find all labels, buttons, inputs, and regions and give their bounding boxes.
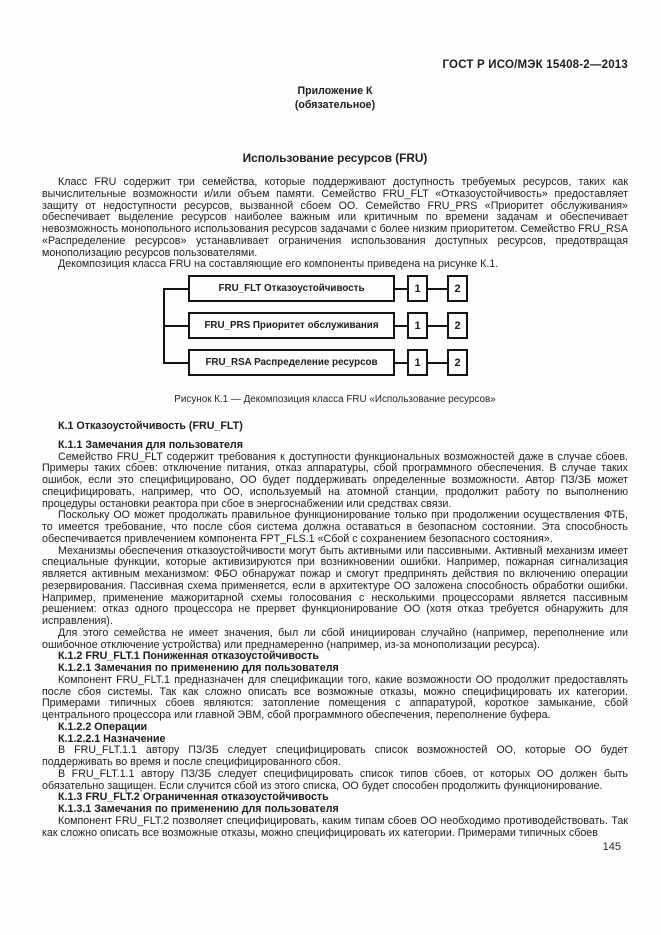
paragraph-k11-1: Семейство FRU_FLT содержит требования к доступности функциональных возможностей даже в случае сбоев. Примеры таких сбоев: отключение питания, отказ аппаратуры, сбой программного обеспечения. В случае таких ошибок, если это специфицировано, ОО будет поддерживать определенные возможности. Автор ПЗ/ЗБ может специфицировать, например, что ОО, используемый на атомной станции, продолжит работу по выполнению процедуры остановки реактора при сбое в энергоснабжении или средствах связи. (42, 450, 628, 510)
family-box-fru-rsa: FRU_RSA Распределение ресурсов (188, 349, 395, 376)
paragraph-k11-3: Механизмы обеспечения отказоустойчивости могут быть активными или пассивными. Активный механизм имеет специальные функции, которые активизируются при возникновении ошибки. Например, пожарная сигнализация является активным механизмом: ФБО обнаружат пожар и смогут предпринять действия по включению операции резервирования. Пассивная схема применяется, если в архитектуре ОО заложена способность обработки ошибки. Например, применение мажоритарной схемы голосования с несколькими процессорами является пассивным решением: отказ одного процессора не прервет функционирование ОО (хотя отказ требуется обнаружить для исправления). (42, 544, 628, 627)
heading-k121: К.1.2.1 Замечания по применению для пользователя (58, 662, 339, 674)
connector-line (395, 325, 407, 327)
paragraph-k11-2: Поскольку ОО может продолжать правильное функционирование только при продолжении осуществления ФТБ, то имеется требование, что после сбоя система должна оставаться в безопасном состоянии. Эта способность обеспечивается привлечением компонента FPT_FLS.1 «Сбой с сохранением безопасного состояния». (42, 509, 628, 545)
connector-line (428, 362, 447, 364)
heading-k12: К.1.2 FRU_FLT.1 Пониженная отказоустойчивость (58, 650, 319, 663)
connector-line (163, 325, 188, 327)
figure-caption: Рисунок К.1 — Декомпозиция класса FRU «Использование ресурсов» (174, 394, 496, 405)
connector-line (163, 362, 188, 364)
family-box-fru-prs: FRU_PRS Приоритет обслуживания (188, 312, 395, 339)
intro-paragraph-2: Декомпозиция класса FRU на составляющие его компоненты приведена на рисунке К.1. (58, 258, 499, 271)
intro-paragraph-1: Класс FRU содержит три семейства, которые поддерживают доступность требуемых ресурсов, таких как вычислительные возможности и/или объем памяти. Семейство FRU_FLT «Отказоустойчивость» предоставляет защиту от недоступности ресурсов, вызванной сбоем ОО. Семейство FRU_PRS «Приоритет обслуживания» обеспечивает выделение ресурсов наиболее важным или критичным по времени задачам и обеспечивает невозможность монопольного использования ресурсов задачами с более низким приоритетом. Семейство FRU_RSA «Распределение ресурсов» устанавливает ограничения использования доступных ресурсов, предотвращая монополизацию ресурсов пользователями. (42, 176, 628, 259)
component-level-box-1: 1 (407, 312, 428, 339)
paragraph-k1221-1: В FRU_FLT.1.1 автору ПЗ/ЗБ следует специфицировать список возможностей ОО, которые ОО будет поддерживать во время и после специфицированного сбоя. (42, 744, 628, 768)
family-box-fru-flt: FRU_FLT Отказоустойчивость (188, 275, 395, 302)
annex-kind: (обязательное) (294, 98, 376, 111)
connector-line (395, 288, 407, 290)
component-level-box-1: 1 (407, 275, 428, 302)
page-number: 145 (602, 841, 621, 853)
paragraph-k121-1: Компонент FRU_FLT.1 предназначен для спецификации того, какие возможности ОО продолжит предоставлять после сбоя системы. Так как сложно описать все возможные отказы, можно специфицировать их категории. Примерами типичных сбоев являются: затопление помещения с аппаратурой, короткое замыкание, сбой центрального процессора или главной ЭВМ, сбой программного обеспечения, переполнение буфера. (42, 673, 628, 721)
connector-line (428, 288, 447, 290)
page-content (42, 0, 628, 839)
paragraph-k11-4: Для этого семейства не имеет значения, был ли сбой инициирован случайно (например, переполнение или ошибочное отключение устройства) или преднамеренно (например, из-за монополизации ресурса). (42, 626, 628, 651)
paragraph-k1221-2: В FRU_FLT.1.1 автору ПЗ/ЗБ следует специфицировать список типов сбоев, от которых ОО должен быть обязательно защищен. Если случится сбой из этого списка, ОО будет способен продолжить функционирование. (42, 767, 628, 792)
figure-class-decomposition (163, 275, 468, 376)
heading-k13: К.1.3 FRU_FLT.2 Ограниченная отказоустойчивость (58, 791, 329, 804)
heading-k1: К.1 Отказоустойчивость (FRU_FLT) (58, 420, 243, 432)
standard-reference: ГОСТ Р ИСО/МЭК 15408-2—2013 (442, 59, 628, 71)
heading-k1221: К.1.2.2.1 Назначение (58, 732, 166, 745)
component-level-box-2: 2 (447, 275, 468, 302)
figure-row-fru-rsa (163, 349, 468, 376)
annex-title: Приложение К (297, 85, 373, 97)
class-bracket-line (163, 288, 165, 363)
component-level-box-1: 1 (407, 349, 428, 376)
connector-line (395, 362, 407, 364)
component-level-box-2: 2 (447, 312, 468, 339)
heading-k122: К.1.2.2 Операции (58, 720, 148, 733)
figure-row-fru-prs (163, 312, 468, 339)
intro-block (42, 177, 628, 271)
connector-line (428, 325, 447, 327)
heading-k11: К.1.1 Замечания для пользователя (58, 438, 243, 451)
page-title: Использование ресурсов (FRU) (242, 151, 428, 165)
paragraph-k131-1: Компонент FRU_FLT.2 позволяет специфицировать, каким типам сбоев ОО необходимо противодействовать. Так как сложно описать все возможные отказы, можно специфицировать их категории. Примерами типичных сбоев (42, 814, 628, 839)
figure-row-fru-flt (163, 275, 468, 302)
connector-line (163, 288, 188, 290)
annex-heading (42, 85, 628, 112)
heading-k131: К.1.3.1 Замечания по применению для пользователя (58, 803, 339, 815)
section-k1-block (42, 421, 628, 839)
component-level-box-2: 2 (447, 349, 468, 376)
